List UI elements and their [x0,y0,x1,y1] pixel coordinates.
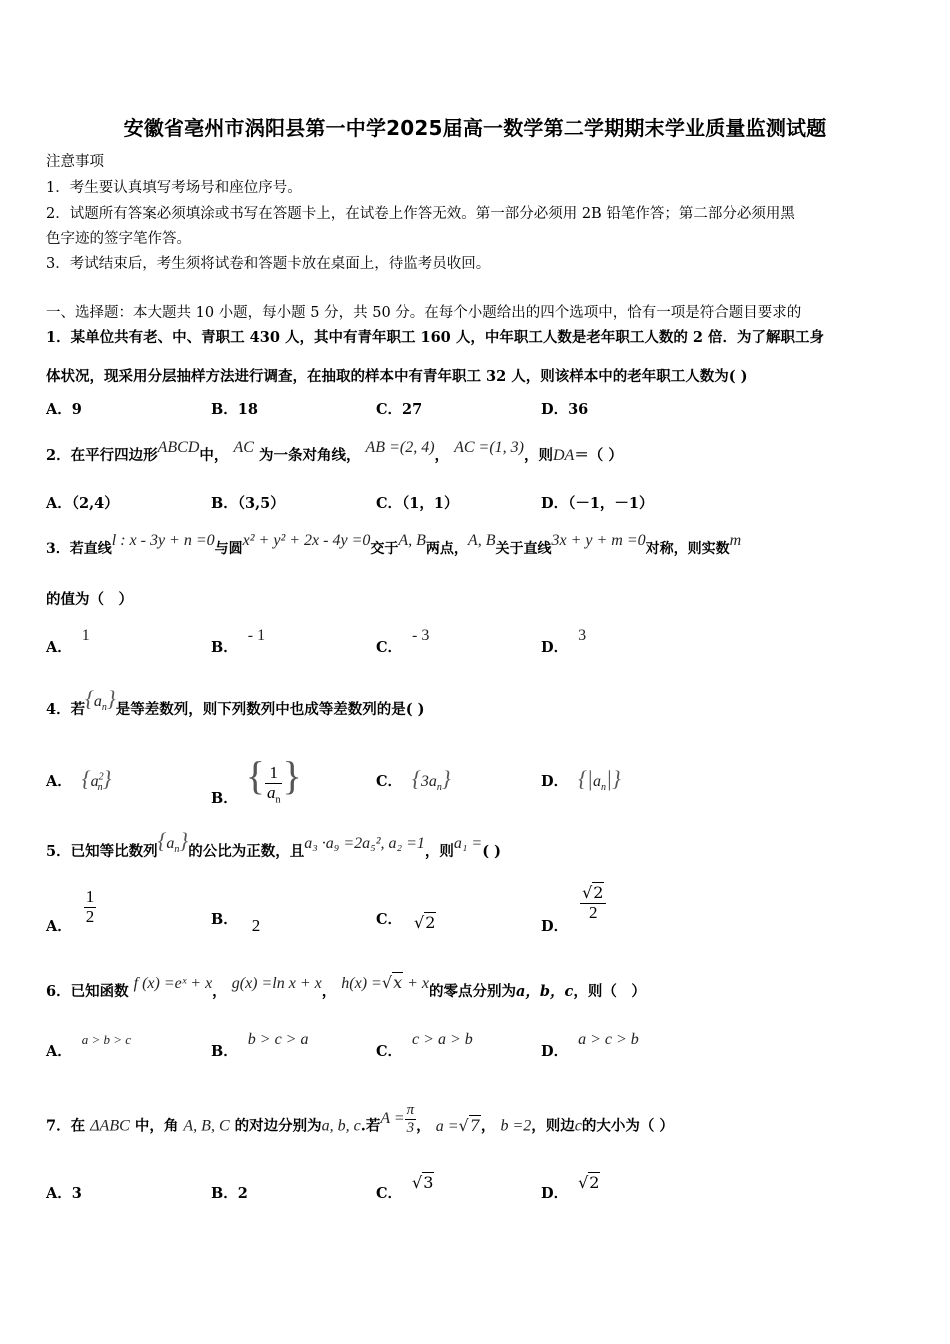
q6-option-b[interactable]: B．b > c > a [211,1031,309,1060]
q5-option-c-value: √2 [414,913,436,932]
q7-option-d-value: √2 [578,1173,600,1192]
q3-math-circle: x² + y² + 2x - 4y =0 [242,532,371,549]
q3-option-a[interactable]: A．1 [46,627,90,656]
q5-option-a-value: $\frac{1}{2}$ [85,887,95,926]
q2-stem: 2．在平行四边形ABCD中， AC 为一条对角线， AB =(2, 4)， AC =(1, 3)，则DA＝（ ） [46,439,623,464]
q4-option-b-value: $\frac{1}{a_n}$ [266,763,281,806]
q5-option-d-value: $\frac{√2}{2}$ [580,884,606,922]
q5-stem: 5．已知等比数列$\{a_n\}$的公比为正数，且a₃ ·a₉ =2a₅², a₂ =1，则a₁ =( ) [46,828,501,860]
q7-option-b-value: 2 [237,1185,248,1202]
q5-math-an: $\{a_n\}$ [157,828,189,856]
q7-math-b-side: b =2 [500,1117,532,1135]
q3-option-c[interactable]: C．- 3 [376,627,430,656]
q7-math-a-angle: A = $\frac{\pi}{3}$ [380,1102,415,1136]
q3-math-ab: A, B [398,532,426,549]
q5-math-a1: a₁ = [453,835,483,852]
q3-option-d-value: 3 [578,627,587,644]
q6-math-f: f (x) =eˣ + x [133,975,213,992]
q6-math-h: h(x) =√x + x [341,973,429,992]
q2-math-ac-vector: AC =(1, 3) [454,439,524,456]
q3-option-a-value: 1 [81,627,90,644]
q6-option-d[interactable]: D．a > c > b [541,1031,639,1060]
q3-math-ab-2: A, B [467,532,496,549]
q7-option-c[interactable]: C．√3 [376,1173,434,1202]
q1-text-2: 体状况，现采用分层抽样方法进行调查，在抽取的样本中有青年职工 32 人，则该样本中的老年职工人数为( ) [46,368,748,385]
q1-option-c[interactable]: C．27 [376,401,423,418]
q5-option-a[interactable]: A． $\frac{1}{2}$ [46,887,95,936]
q3-option-d[interactable]: D．3 [541,627,587,656]
q6-math-g: g(x) =ln x + x [231,975,322,992]
q1-option-b[interactable]: B．18 [211,401,258,418]
q6-stem: 6．已知函数 f (x) =eˣ + x， g(x) =ln x + x， h(x) =√x + x的零点分别为a，b，c，则（ ） [46,973,646,1000]
q4-option-a-value: $\{a^2_n\}$ [81,766,112,794]
q6-num: 6．已知函数 [46,983,129,1000]
q7-num: 7．在 [46,1117,86,1135]
exam-title: 安徽省亳州市涡阳县第一中学2025届高一数学第二学期期末学业质量监测试题 [123,116,827,140]
q7-stem: 7．在 ΔABC 中，角 A, B, C 的对边分别为a, b, c.若A = $\frac{\pi}{3}$ ， a =√7， b =2，则边c的大小为（ ） [46,1102,674,1136]
q6-abc: a，b，c [516,983,574,1000]
q7-option-d[interactable]: D．√2 [541,1173,600,1202]
notice-item-1: 1．考生要认真填写考场号和座位序号。 [46,180,302,196]
q2-option-a[interactable]: A．（2,4） [46,495,119,512]
q3-num: 3．若直线 [46,541,112,557]
q2-math-da: DA [552,447,575,464]
q6-option-b-value: b > c > a [247,1031,309,1048]
q2-option-b[interactable]: B．（3,5） [211,495,285,512]
q7-math-sides: a, b, c [321,1117,361,1135]
q1-option-a[interactable]: A．9 [46,401,82,418]
q7-option-c-value: √3 [412,1173,434,1192]
q7-math-c: c [574,1117,582,1135]
q4-option-a[interactable]: A． $\{a^2_n\}$ [46,766,112,794]
q6-option-a[interactable]: A．a > b > c [46,1032,132,1060]
notice-item-3: 3．考试结束后，考生须将试卷和答题卡放在桌面上，待监考员收回。 [46,256,491,272]
q2-option-c[interactable]: C．（1，1） [376,495,459,512]
q1-text-1: 1．某单位共有老、中、青职工 430 人，其中有青年职工 160 人，中年职工人数是老年职工人数的 2 倍．为了解职工身 [46,329,824,346]
q7-math-a-side: a =√7 [435,1115,480,1135]
q3-math-sym-line: 3x + y + m =0 [551,532,646,549]
q2-math-abcd: ABCD [157,439,200,456]
q7-math-angles: A, B, C [183,1117,230,1135]
section-heading: 一、选择题：本大题共 10 小题，每小题 5 分，共 50 分。在每个小题给出的四个选项中，恰有一项是符合题目要求的 [46,305,802,321]
q2-num: 2．在平行四边形 [46,447,158,464]
q4-option-c[interactable]: C． $\{3a_n\}$ [376,766,451,794]
q6-option-a-value: a > b > c [81,1032,132,1047]
q3-option-b[interactable]: B．- 1 [211,627,266,656]
q4-option-c-value: $\{3a_n\}$ [412,766,451,794]
q1-line-1 [46,326,824,347]
q4-num: 4．若 [46,701,86,718]
q5-num: 5．已知等比数列 [46,843,158,860]
q2-option-d[interactable]: D．（－1，－1） [541,495,654,512]
q3-math-m: m [729,532,742,549]
q3-option-b-value: - 1 [247,627,266,644]
q6-option-d-value: a > c > b [578,1031,639,1048]
q5-option-b-value: 2 [251,915,261,935]
q3-stem: 3．若直线l : x - 3y + n =0与圆x² + y² + 2x - 4y =0交于A, B两点，A, B关于直线3x + y + m =0对称，则实数m [46,532,742,557]
q4-math-an: $\{a_n\}$ [85,686,116,714]
q5-option-d[interactable]: D． $\frac{√2}{2}$ [541,884,606,922]
notice-item-2a: 2．试题所有答案必须填涂或书写在答题卡上，在试卷上作答无效。第一部分必须用 2B 铅笔作答；第二部分必须用黑 [46,206,795,222]
q2-math-ab-vector: AB =(2, 4) [365,439,435,456]
q7-option-b[interactable]: B．2 [211,1185,248,1202]
notice-heading: 注意事项 [46,154,104,170]
q5-option-b[interactable]: B． 2 [211,911,261,935]
q7-option-a-value: 3 [71,1185,82,1202]
q1-line-2 [46,365,748,386]
q4-option-d-value: $\{|a_n|\}$ [578,766,621,794]
q6-option-c[interactable]: C．c > a > b [376,1031,473,1060]
q6-option-c-value: c > a > b [412,1031,473,1048]
q5-math-condition: a₃ ·a₉ =2a₅², a₂ =1 [304,835,425,852]
q3-math-line: l : x - 3y + n =0 [111,532,215,549]
q5-option-c[interactable]: C． √2 [376,911,436,932]
q7-option-a[interactable]: A．3 [46,1185,82,1202]
q4-option-d[interactable]: D． $\{|a_n|\}$ [541,766,621,794]
q4-stem: 4．若$\{a_n\}$是等差数列，则下列数列中也成等差数列的是( ) [46,686,425,718]
q1-option-d[interactable]: D．36 [541,401,589,418]
q4-option-b[interactable]: B．{ $\frac{1}{a_n}$ } [211,753,302,807]
q3-line-2: 的值为（ ） [46,591,133,608]
q7-math-triangle: ΔABC [90,1117,130,1135]
q2-math-ac: AC [233,439,254,456]
q3-option-c-value: - 3 [412,627,430,644]
notice-item-2b: 色字迹的签字笔作答。 [46,231,191,247]
